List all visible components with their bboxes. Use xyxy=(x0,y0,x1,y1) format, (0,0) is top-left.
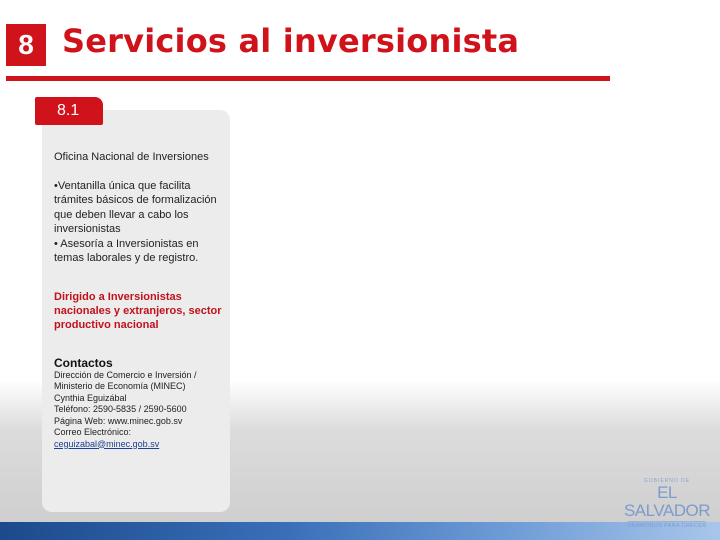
el-salvador-logo xyxy=(622,478,712,529)
page-title: Servicios al inversionista xyxy=(62,22,520,60)
contact-line: Correo Electrónico: xyxy=(54,427,132,437)
card-heading: Oficina Nacional de Inversiones xyxy=(54,151,209,163)
bottom-blue-bar xyxy=(0,522,720,540)
contact-line: Teléfono: 2590-5835 / 2590-5600 xyxy=(54,404,187,414)
bullet-list xyxy=(54,179,226,266)
logo-main-text: EL SALVADOR xyxy=(623,483,711,520)
contacts-title: Contactos xyxy=(54,355,113,370)
contact-line: Página Web: www.minec.gob.sv xyxy=(54,415,183,426)
logo-top-text: GOBIERNO DE xyxy=(643,478,691,484)
bullet-item: •Ventanilla única que facilita trámites básicos de formalización que deben llevar a cabo los inversionistas xyxy=(54,179,217,235)
contact-line: Cynthia Eguizábal xyxy=(54,392,127,403)
bullet-item: • Asesoría a Inversionistas en temas laborales y de registro. xyxy=(54,237,199,264)
section-number-badge: 8 xyxy=(6,24,46,66)
subsection-badge: 8.1 xyxy=(35,97,103,125)
card-content xyxy=(54,150,226,450)
target-audience: Dirigido a Inversionistas nacionales y extranjeros, sector productivo nacional xyxy=(54,290,222,331)
email-link[interactable]: ceguizabal@minec.gob.sv xyxy=(54,438,160,449)
logo-divider xyxy=(628,521,706,522)
contact-line: Ministerio de Economía (MINEC) xyxy=(54,381,186,391)
title-underline xyxy=(6,76,610,81)
logo-tagline: UNÁMONOS PARA CRECER xyxy=(627,523,707,529)
contact-line: Dirección de Comercio e Inversión / xyxy=(54,369,197,380)
